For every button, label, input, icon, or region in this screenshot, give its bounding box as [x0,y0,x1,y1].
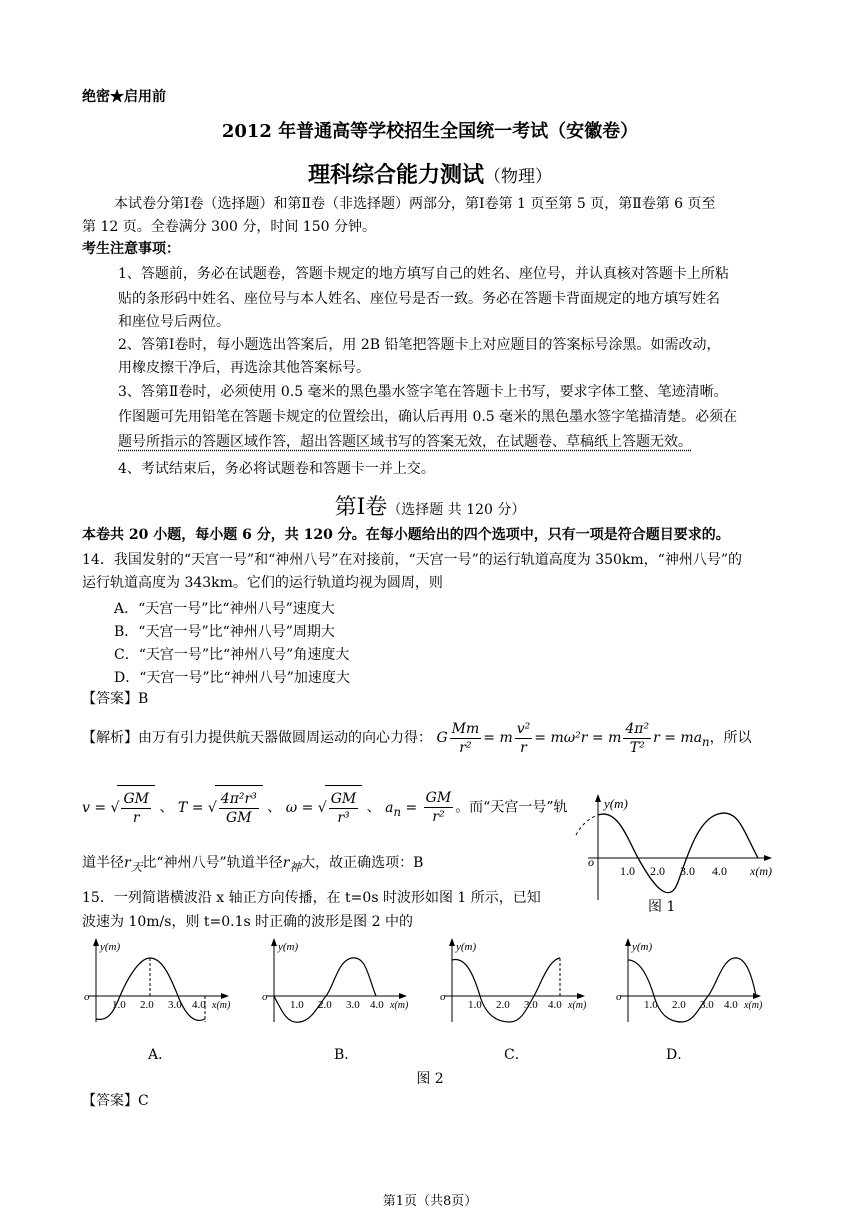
svg-text:o: o [84,991,90,1003]
notice-line: 2、答第Ⅰ卷时，每小题选出答案后，用 2B 铅笔把答题卡上对应题目的答案标号涂黑。如需改动， [118,337,721,353]
figure-1-caption: 图 1 [648,899,676,915]
fig1-y-label: y(m) [604,796,628,811]
svg-text:2.0: 2.0 [672,999,686,1011]
figure-2-caption: 图 2 [416,1071,444,1087]
svg-text:3.0: 3.0 [700,999,714,1011]
svg-text:y(m): y(m) [456,941,477,953]
svg-text:4.0: 4.0 [370,999,384,1011]
q14-analysis: 【解析】由万有引力提供航天器做圆周运动的向心力得： G $\frac{Mm}{\text{r²}}$ = m $\frac{\text{v²}}{r}$ = mω²r = m $\frac{\text{4π²}}{\text{T²}}$ $r = ma_n$，所以 [82,720,752,756]
gravity-formula: G $\frac{Mm}{\text{r²}}$ = m $\frac{\text{v²}}{r}$ = mω²r = m $\frac{\text{4π²}}{\text{T²}}$ $r = ma_n$ [436,720,710,756]
svg-text:4.0: 4.0 [724,999,738,1011]
svg-text:1.0: 1.0 [468,999,482,1011]
option-label-c: C． [504,1047,529,1063]
svg-text:4.0: 4.0 [192,999,206,1011]
q14-line-2: 运行轨道高度为 343km。它们的运行轨道均视为圆周，则 [82,575,443,591]
svg-text:o: o [616,991,622,1003]
svg-text:3.0: 3.0 [524,999,538,1011]
figure-2-c [436,936,596,1026]
figure-2-a [80,936,240,1026]
notice-line: 作图题可先用铅笔在答题卡规定的位置绘出，确认后再用 0.5 毫米的黑色墨水签字笔描清楚。必须在 [118,409,738,425]
option-label-a: A． [148,1047,173,1063]
intro-line-2: 第 12 页。全卷满分 300 分，时间 150 分钟。 [82,219,376,235]
q14-analysis-3: 道半径$r_天$比“神州八号”轨道半径$r_神$大，故正确选项：B [82,855,424,874]
q14-option: B．“天宫一号”比“神州八号”周期大 [114,624,335,640]
q14-option: A．“天宫一号”比“神州八号”速度大 [114,601,335,617]
figure-2-b [258,936,418,1026]
notice-line: 和座位号后两位。 [118,314,230,330]
svg-text:3.0: 3.0 [346,999,360,1011]
fig1-tick: 2.0 [650,864,665,878]
accel-formula: $a_n$ = $\frac{GM}{\text{r²}}$ [385,790,452,825]
svg-text:o: o [440,991,446,1003]
volume-instruction: 本卷共 20 小题，每小题 6 分，共 120 分。在每小题给出的四个选项中，只有一项是符合题目要求的。 [82,527,730,543]
svg-text:4.0: 4.0 [548,999,562,1011]
angular-formula: ω = √ $\frac{GM}{\text{r³}}$ [286,800,363,816]
fig1-x-label: x(m) [750,864,772,878]
subject-title: 理科综合能力测试（物理） [307,162,552,188]
period-formula: T = √ $\frac{\text{4π²r³}}{GM}$ [178,800,263,816]
fig1-tick: 1.0 [620,864,635,878]
svg-text:2.0: 2.0 [318,999,332,1011]
q14-option: C．“天宫一号”比“神州八号”角速度大 [114,647,350,663]
svg-text:2.0: 2.0 [496,999,510,1011]
q15-answer: 【答案】C [82,1093,149,1109]
notice-line: 3、答第Ⅱ卷时，必须使用 0.5 毫米的黑色墨水签字笔在答题卡上书写，要求字体工整、笔迹清晰。 [118,384,728,400]
svg-text:o: o [262,991,268,1003]
notice-line: 用橡皮擦干净后，再选涂其他答案标号。 [118,360,370,376]
notice-line: 题号所指示的答题区域作答，超出答题区域书写的答案无效，在试题卷、草稿纸上答题无效。 [118,434,692,450]
svg-text:1.0: 1.0 [290,999,304,1011]
svg-text:2.0: 2.0 [140,999,154,1011]
notice-line: 贴的条形码中姓名、座位号与本人姓名、座位号是否一致。务必在答题卡背面规定的地方填写姓名 [118,291,720,307]
svg-text:1.0: 1.0 [644,999,658,1011]
q14-line-1: 14．我国发射的“天宫一号”和“神州八号”在对接前，“天宫一号”的运行轨道高度为 350km，“神州八号”的 [82,552,743,568]
svg-text:x(m): x(m) [390,1000,409,1011]
fig1-tick: 4.0 [712,864,727,878]
q14-answer: 【答案】B [82,691,149,707]
notice-heading: 考生注意事项： [82,241,180,257]
figure-1 [568,790,788,920]
page-footer: 第1页（共8页） [382,1194,478,1209]
option-label-b: B． [334,1047,359,1063]
svg-text:x(m): x(m) [212,1000,231,1011]
svg-text:3.0: 3.0 [168,999,182,1011]
svg-text:x(m): x(m) [744,1000,763,1011]
option-label-d: D． [666,1047,692,1063]
velocity-formula: v = √ $\frac{GM}{r}$ [82,800,155,816]
svg-text:y(m): y(m) [278,941,299,953]
q14-option: D．“天宫一号”比“神州八号”加速度大 [114,670,350,686]
svg-text:1.0: 1.0 [112,999,126,1011]
svg-text:x(m): x(m) [568,1000,587,1011]
figure-2-d [612,936,772,1026]
secret-label: 绝密★启用前 [82,89,166,105]
svg-text:y(m): y(m) [632,941,653,953]
intro-line-1: 本试卷分第Ⅰ卷（选择题）和第Ⅱ卷（非选择题）两部分，第Ⅰ卷第 1 页至第 5 页，第Ⅱ卷第 6 页至 [114,196,716,212]
notice-line: 1、答题前，务必在试题卷，答题卡规定的地方填写自己的姓名、座位号，并认真核对答题卡上所粘 [118,266,729,282]
notice-line: 4、考试结束后，务必将试题卷和答题卡一并上交。 [118,461,435,477]
svg-text:y(m): y(m) [100,941,121,953]
q15-line-2: 波速为 10m/s，则 t=0.1s 时正确的波形是图 2 中的 [82,914,413,930]
fig1-tick: 3.0 [680,864,695,878]
fig1-origin: o [588,855,594,869]
volume-title: 第Ⅰ卷（选择题 共 120 分） [334,495,526,520]
q15-line-1: 15．一列简谐横波沿 x 轴正方向传播，在 t=0s 时波形如图 1 所示，已知 [82,890,541,906]
q14-analysis-2: v = √ $\frac{GM}{r}$ 、 T = √ $\frac{\text{4π²r³}}{GM}$ 、 ω = √ $\frac{GM}{\text{r³}}$ 、 $a_n$ = $\frac{GM}{\text{r²}}$ 。而“天宫一号”轨 [82,785,568,831]
exam-title: 2012 年普通高等学校招生全国统一考试（安徽卷） [221,121,639,142]
